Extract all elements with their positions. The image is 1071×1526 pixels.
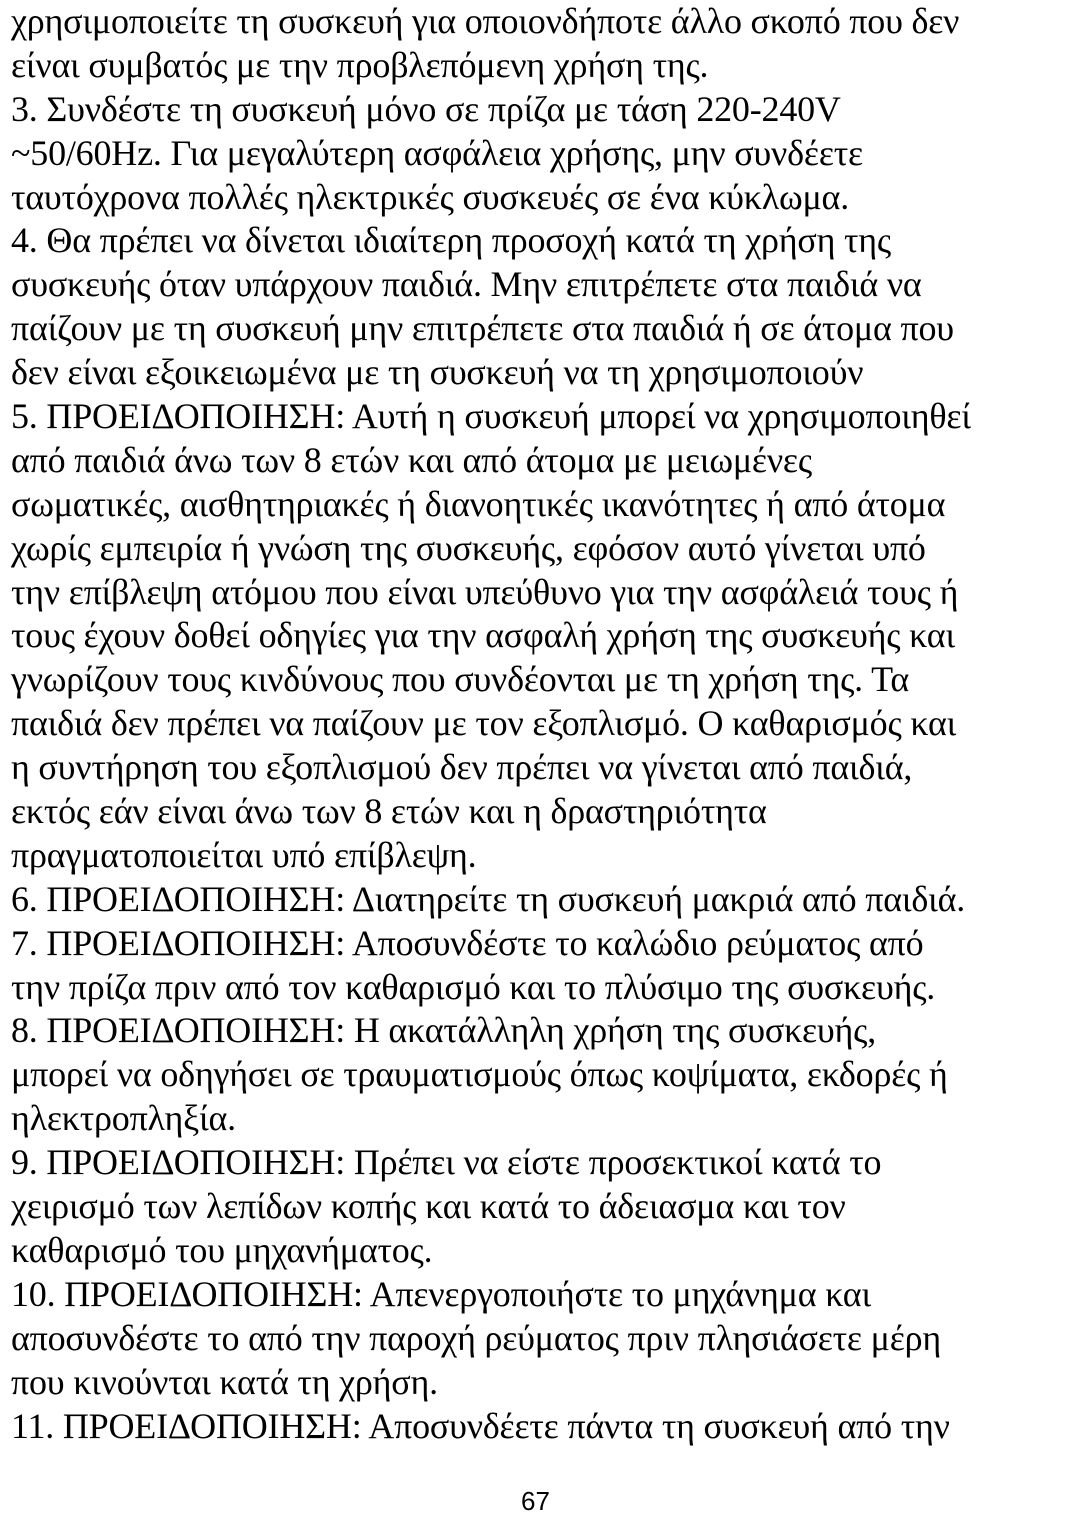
text-line: μπορεί να οδηγήσει σε τραυματισμούς όπως κοψίματα, εκδορές ή <box>11 1054 948 1095</box>
text-line: συσκευής όταν υπάρχουν παιδιά. Μην επιτρέπετε στα παιδιά να <box>11 264 922 305</box>
text-line: από παιδιά άνω των 8 ετών και από άτομα με μειωμένες <box>11 439 812 480</box>
body-text <box>11 0 1069 1448</box>
text-line: χειρισμό των λεπίδων κοπής και κατά το άδειασμα και τον <box>11 1186 846 1227</box>
text-line: πραγματοποιείται υπό επίβλεψη. <box>11 834 477 875</box>
text-line: 3. Συνδέστε τη συσκευή μόνο σε πρίζα με τάση 220-240V <box>11 88 841 129</box>
text-line: τους έχουν δοθεί οδηγίες για την ασφαλή χρήση της συσκευής και <box>11 615 955 656</box>
text-line: 8. ΠΡΟΕΙΔΟΠΟΙΗΣΗ: Η ακατάλληλη χρήση της συσκευής, <box>11 1010 877 1051</box>
text-line: ταυτόχρονα πολλές ηλεκτρικές συσκευές σε ένα κύκλωμα. <box>11 176 850 217</box>
text-line: είναι συμβατός με την προβλεπόμενη χρήση της. <box>11 44 709 85</box>
text-line: χρησιμοποιείτε τη συσκευή για οποιονδήποτε άλλο σκοπό που δεν <box>11 1 960 41</box>
text-line: 7. ΠΡΟΕΙΔΟΠΟΙΗΣΗ: Αποσυνδέστε το καλώδιο ρεύματος από <box>11 922 924 963</box>
text-line: 6. ΠΡΟΕΙΔΟΠΟΙΗΣΗ: Διατηρείτε τη συσκευή μακριά από παιδιά. <box>11 878 966 919</box>
text-line: 9. ΠΡΟΕΙΔΟΠΟΙΗΣΗ: Πρέπει να είστε προσεκτικοί κατά το <box>11 1142 882 1183</box>
text-line: καθαρισμό του μηχανήματος. <box>11 1229 433 1270</box>
text-line: 5. ΠΡΟΕΙΔΟΠΟΙΗΣΗ: Αυτή η συσκευή μπορεί να χρησιμοποιηθεί <box>11 396 971 437</box>
text-line: παίζουν με τη συσκευή μην επιτρέπετε στα παιδιά ή σε άτομα που <box>11 308 954 349</box>
text-line: η συντήρηση του εξοπλισμού δεν πρέπει να γίνεται από παιδιά, <box>11 747 913 788</box>
text-line: παιδιά δεν πρέπει να παίζουν με τον εξοπλισμό. Ο καθαρισμός και <box>11 703 957 744</box>
text-line: ~50/60Hz. Για μεγαλύτερη ασφάλεια χρήσης, μην συνδέετε <box>11 132 863 173</box>
text-line: γνωρίζουν τους κινδύνους που συνδέονται με τη χρήση της. Τα <box>11 659 910 700</box>
text-line: σωματικές, αισθητηριακές ή διανοητικές ικανότητες ή από άτομα <box>11 483 946 524</box>
text-line: την πρίζα πριν από τον καθαρισμό και το πλύσιμο της συσκευής. <box>11 966 936 1007</box>
text-line: 4. Θα πρέπει να δίνεται ιδιαίτερη προσοχή κατά τη χρήση της <box>11 220 891 261</box>
text-line: χωρίς εμπειρία ή γνώση της συσκευής, εφόσον αυτό γίνεται υπό <box>11 527 926 568</box>
page-number: 67 <box>521 1486 550 1516</box>
text-line: αποσυνδέστε το από την παροχή ρεύματος πριν πλησιάσετε μέρη <box>11 1317 942 1358</box>
text-line: ηλεκτροπληξία. <box>11 1098 236 1139</box>
text-line: 10. ΠΡΟΕΙΔΟΠΟΙΗΣΗ: Απενεργοποιήστε το μηχάνημα και <box>11 1273 871 1314</box>
text-line: που κινούνται κατά τη χρήση. <box>11 1361 438 1402</box>
text-line: την επίβλεψη ατόμου που είναι υπεύθυνο για την ασφάλειά τους ή <box>11 571 959 612</box>
text-line: εκτός εάν είναι άνω των 8 ετών και η δραστηριότητα <box>11 791 767 832</box>
text-line: 11. ΠΡΟΕΙΔΟΠΟΙΗΣΗ: Αποσυνδέετε πάντα τη συσκευή από την <box>11 1405 950 1446</box>
text-line: δεν είναι εξοικειωμένα με τη συσκευή να τη χρησιμοποιούν <box>11 352 864 393</box>
